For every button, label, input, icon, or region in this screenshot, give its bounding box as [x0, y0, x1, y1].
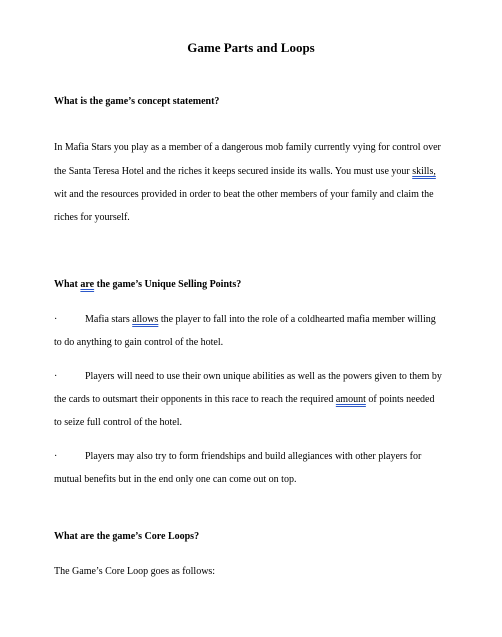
bullet-marker-2: ·: [54, 371, 58, 382]
usp-heading-post: the game’s Unique Selling Points?: [94, 279, 242, 290]
bullet-marker-3: ·: [54, 451, 58, 462]
bullet-3-line-1: Players may also try to form friendships and build allegiances with other players for: [85, 451, 422, 462]
document-title: Game Parts and Loops: [187, 40, 315, 55]
heading-unique-selling-points: [54, 278, 241, 292]
grammar-flag-allows[interactable]: allows: [132, 314, 159, 325]
bullet-1-line-2: to do anything to gain control of the hotel.: [54, 337, 224, 348]
bullet-2-pre: the cards to outsmart their opponents in this race to reach the required: [54, 394, 336, 405]
bullet-marker-1: ·: [54, 314, 58, 325]
concept-paragraph-line-4: riches for yourself.: [54, 212, 130, 223]
concept-paragraph-line-2: [54, 165, 436, 179]
grammar-flag-skills[interactable]: skills,: [412, 166, 436, 177]
bullet-2-line-3: to seize full control of the hotel.: [54, 417, 183, 428]
usp-heading-pre: What: [54, 279, 81, 290]
heading-core-loops: What are the game’s Core Loops?: [54, 531, 200, 542]
bullet-2-line-1: Players will need to use their own unique abilities as well as the powers given to them by: [85, 371, 442, 382]
bullet-2-line-2: [54, 393, 434, 407]
concept-paragraph-line-1: In Mafia Stars you play as a member of a dangerous mob family currently vying for control over: [54, 142, 441, 153]
bullet-1-pre: Mafia stars: [85, 314, 133, 325]
concept-line-2-text: the Santa Teresa Hotel and the riches it keeps secured inside its walls. You must use your: [54, 166, 413, 177]
grammar-flag-are[interactable]: are: [80, 279, 95, 290]
bullet-1-line-1: [85, 313, 436, 327]
heading-concept-statement: What is the game’s concept statement?: [54, 96, 220, 107]
bullet-2-post: of points needed: [365, 394, 435, 405]
bullet-3-line-2: mutual benefits but in the end only one can come out on top.: [54, 474, 297, 485]
concept-paragraph-line-3: wit and the resources provided in order to beat the other members of your family and claim the: [54, 189, 434, 200]
grammar-flag-amount[interactable]: amount: [335, 394, 366, 405]
bullet-1-post: the player to fall into the role of a coldhearted mafia member willing: [158, 314, 436, 325]
core-loops-paragraph: The Game’s Core Loop goes as follows:: [54, 566, 216, 577]
